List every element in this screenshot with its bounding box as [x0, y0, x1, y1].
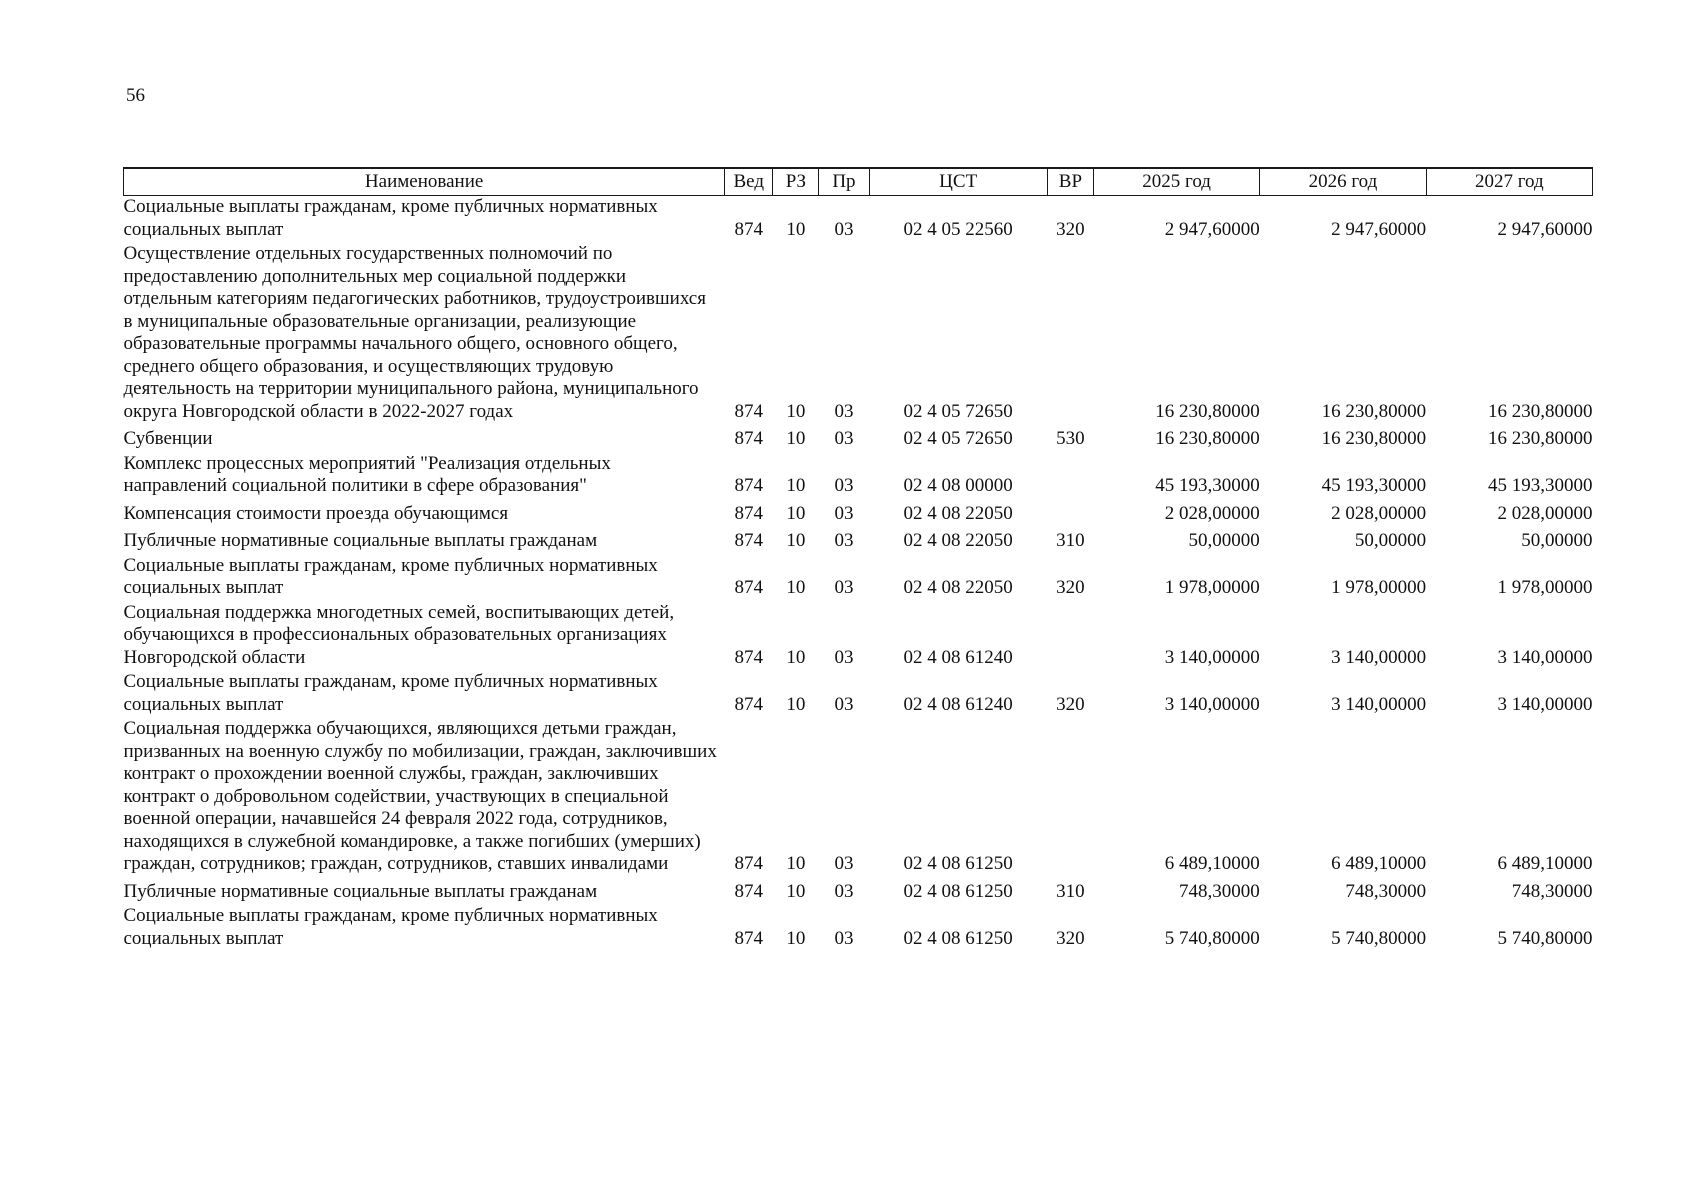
cell-ved: 874: [734, 646, 764, 668]
cell-2025: 2 947,60000: [1164, 218, 1260, 240]
cell-cst: 02 4 05 72650: [903, 428, 1013, 449]
cell-2026: 5 740,80000: [1331, 927, 1427, 949]
cell-2027: 1 978,00000: [1497, 577, 1593, 598]
table-header: [124, 168, 1593, 196]
cell-2025: 748,30000: [1179, 880, 1260, 902]
cell-2027: 50,00000: [1521, 530, 1593, 551]
cell-2026: 50,00000: [1354, 530, 1427, 551]
cell-cst: 02 4 08 61250: [903, 880, 1013, 902]
cell-2025: 5 740,80000: [1164, 927, 1260, 949]
cell-ved: 874: [734, 218, 764, 240]
cell-2025: 16 230,80000: [1155, 428, 1260, 449]
cell-cst: 02 4 05 72650: [903, 400, 1013, 422]
cell-2027: 3 140,00000: [1497, 693, 1593, 715]
cell-cst: 02 4 08 22050: [903, 530, 1013, 551]
cell-name: Социальные выплаты гражданам, кроме публичных нормативных социальных выплат: [123, 196, 658, 240]
table-row: [124, 671, 1593, 718]
cell-vr: 320: [1056, 218, 1085, 240]
cell-rz: 10: [786, 218, 806, 240]
cell-vr: 530: [1056, 428, 1085, 449]
cell-2026: 45 193,30000: [1321, 475, 1427, 496]
cell-ved: 874: [734, 502, 764, 524]
cell-name: Социальные выплаты гражданам, кроме публичных нормативных социальных выплат: [123, 554, 658, 598]
cell-vr: 320: [1056, 577, 1085, 598]
cell-pr: 03: [834, 693, 854, 715]
cell-pr: 03: [834, 502, 854, 524]
cell-2025: 3 140,00000: [1164, 646, 1260, 668]
page-number: 56: [126, 85, 145, 106]
table-row: [124, 718, 1593, 878]
table-row: [124, 243, 1593, 425]
table-row: [124, 196, 1593, 244]
table-row: [124, 425, 1593, 453]
cell-pr: 03: [834, 475, 854, 496]
cell-2027: 16 230,80000: [1488, 400, 1593, 422]
cell-2025: 3 140,00000: [1164, 693, 1260, 715]
cell-name: Субвенции: [123, 428, 213, 449]
cell-name: Социальные выплаты гражданам, кроме публичных нормативных социальных выплат: [123, 671, 658, 715]
cell-2025: 1 978,00000: [1164, 577, 1260, 598]
cell-name: Публичные нормативные социальные выплаты гражданам: [123, 530, 598, 551]
cell-vr: [1047, 602, 1093, 672]
cell-cst: 02 4 05 22560: [903, 218, 1013, 240]
header-cst: ЦСТ: [869, 168, 1047, 196]
cell-2026: 3 140,00000: [1331, 646, 1427, 668]
cell-pr: 03: [834, 927, 854, 949]
cell-cst: 02 4 08 61250: [903, 927, 1013, 949]
cell-2027: 5 740,80000: [1497, 927, 1593, 949]
table-row: [124, 453, 1593, 500]
header-2026: 2026 год: [1260, 168, 1426, 196]
header-vr: ВР: [1047, 168, 1093, 196]
table-row: [124, 527, 1593, 555]
cell-ved: 874: [734, 693, 764, 715]
cell-rz: 10: [786, 475, 806, 496]
table-body: [124, 196, 1593, 953]
cell-2027: 2 028,00000: [1497, 502, 1593, 524]
cell-name: Комплекс процессных мероприятий "Реализация отдельных направлений социальной политики в сфере образования": [123, 452, 611, 496]
header-2027: 2027 год: [1426, 168, 1592, 196]
cell-name: Осуществление отдельных государственных полномочий по предоставлению дополнительных мер социальной поддержки отдельным категориям педагогических работников, трудоустроившихся в муниципальные образовательные организации, реализующие образовательные программы начального общего, основного общего, среднего общего образования, и осуществляющих трудовую деятельность на территории муниципального района, муниципального округа Новгородской области в 2022-2027 годах: [123, 243, 706, 422]
cell-name: Социальные выплаты гражданам, кроме публичных нормативных социальных выплат: [123, 905, 658, 949]
table-row: [124, 905, 1593, 952]
cell-ved: 874: [734, 880, 764, 902]
cell-vr: [1047, 718, 1093, 878]
cell-cst: 02 4 08 61240: [903, 646, 1013, 668]
cell-name: Социальная поддержка многодетных семей, воспитывающих детей, обучающихся в профессиональных образовательных организациях Новгородской области: [123, 601, 675, 668]
cell-2026: 2 028,00000: [1331, 502, 1427, 524]
cell-2026: 2 947,60000: [1331, 218, 1427, 240]
cell-vr: [1047, 453, 1093, 500]
table-row: [124, 878, 1593, 906]
cell-rz: 10: [786, 428, 806, 449]
cell-2026: 16 230,80000: [1321, 400, 1427, 422]
cell-2026: 3 140,00000: [1331, 693, 1427, 715]
cell-cst: 02 4 08 61240: [903, 693, 1013, 715]
cell-2027: 3 140,00000: [1497, 646, 1593, 668]
cell-2025: 6 489,10000: [1164, 853, 1260, 874]
header-pr: Пр: [819, 168, 869, 196]
cell-rz: 10: [786, 880, 806, 902]
cell-vr: [1047, 243, 1093, 425]
cell-name: Публичные нормативные социальные выплаты гражданам: [123, 880, 598, 902]
cell-vr: 320: [1056, 927, 1085, 949]
cell-2027: 16 230,80000: [1488, 428, 1593, 449]
cell-vr: 310: [1056, 530, 1085, 551]
cell-ved: 874: [734, 475, 764, 496]
cell-ved: 874: [734, 530, 764, 551]
header-rz: РЗ: [773, 168, 819, 196]
cell-pr: 03: [834, 218, 854, 240]
cell-2027: 748,30000: [1511, 880, 1593, 902]
cell-2027: 2 947,60000: [1497, 218, 1593, 240]
cell-2025: 45 193,30000: [1155, 475, 1260, 496]
cell-pr: 03: [834, 577, 854, 598]
cell-cst: 02 4 08 61250: [903, 853, 1013, 874]
cell-name: Социальная поддержка обучающихся, являющихся детьми граждан, призванных на военную службу по мобилизации, граждан, заключивших контракт о прохождении военной службы, граждан, заключивших контракт о добровольном содействии, участвующих в специальной военной операции, начавшейся 24 февраля 2022 года, сотрудников, находящихся в служебной командировке, а также погибших (умерших) граждан, сотрудников; граждан, сотрудников, ставших инвалидами: [123, 718, 717, 874]
cell-ved: 874: [734, 853, 764, 874]
cell-ved: 874: [734, 400, 764, 422]
cell-ved: 874: [734, 577, 764, 598]
cell-rz: 10: [786, 502, 806, 524]
cell-rz: 10: [786, 646, 806, 668]
cell-2026: 1 978,00000: [1331, 577, 1427, 598]
table-row: [124, 555, 1593, 602]
cell-2026: 16 230,80000: [1321, 428, 1427, 449]
cell-rz: 10: [786, 693, 806, 715]
cell-vr: [1047, 500, 1093, 528]
header-ved: Вед: [725, 168, 773, 196]
cell-pr: 03: [834, 880, 854, 902]
cell-pr: 03: [834, 428, 854, 449]
cell-vr: 310: [1056, 880, 1085, 902]
cell-2027: 45 193,30000: [1488, 475, 1593, 496]
cell-cst: 02 4 08 22050: [903, 577, 1013, 598]
cell-2027: 6 489,10000: [1497, 853, 1593, 874]
cell-cst: 02 4 08 00000: [903, 475, 1013, 496]
cell-cst: 02 4 08 22050: [903, 502, 1013, 524]
table-row: [124, 500, 1593, 528]
cell-pr: 03: [834, 400, 854, 422]
table-row: [124, 602, 1593, 672]
cell-pr: 03: [834, 853, 854, 874]
cell-rz: 10: [786, 530, 806, 551]
cell-vr: 320: [1056, 693, 1085, 715]
cell-name: Компенсация стоимости проезда обучающимся: [123, 502, 509, 524]
budget-table: [123, 167, 1593, 952]
header-name: Наименование: [124, 168, 725, 196]
cell-2026: 748,30000: [1345, 880, 1427, 902]
cell-rz: 10: [786, 400, 806, 422]
cell-rz: 10: [786, 927, 806, 949]
cell-ved: 874: [734, 927, 764, 949]
cell-2025: 50,00000: [1188, 530, 1260, 551]
cell-2025: 16 230,80000: [1155, 400, 1260, 422]
cell-rz: 10: [786, 577, 806, 598]
cell-2026: 6 489,10000: [1331, 853, 1427, 874]
cell-pr: 03: [834, 530, 854, 551]
header-2025: 2025 год: [1093, 168, 1259, 196]
cell-ved: 874: [734, 428, 764, 449]
cell-rz: 10: [786, 853, 806, 874]
cell-pr: 03: [834, 646, 854, 668]
cell-2025: 2 028,00000: [1164, 502, 1260, 524]
